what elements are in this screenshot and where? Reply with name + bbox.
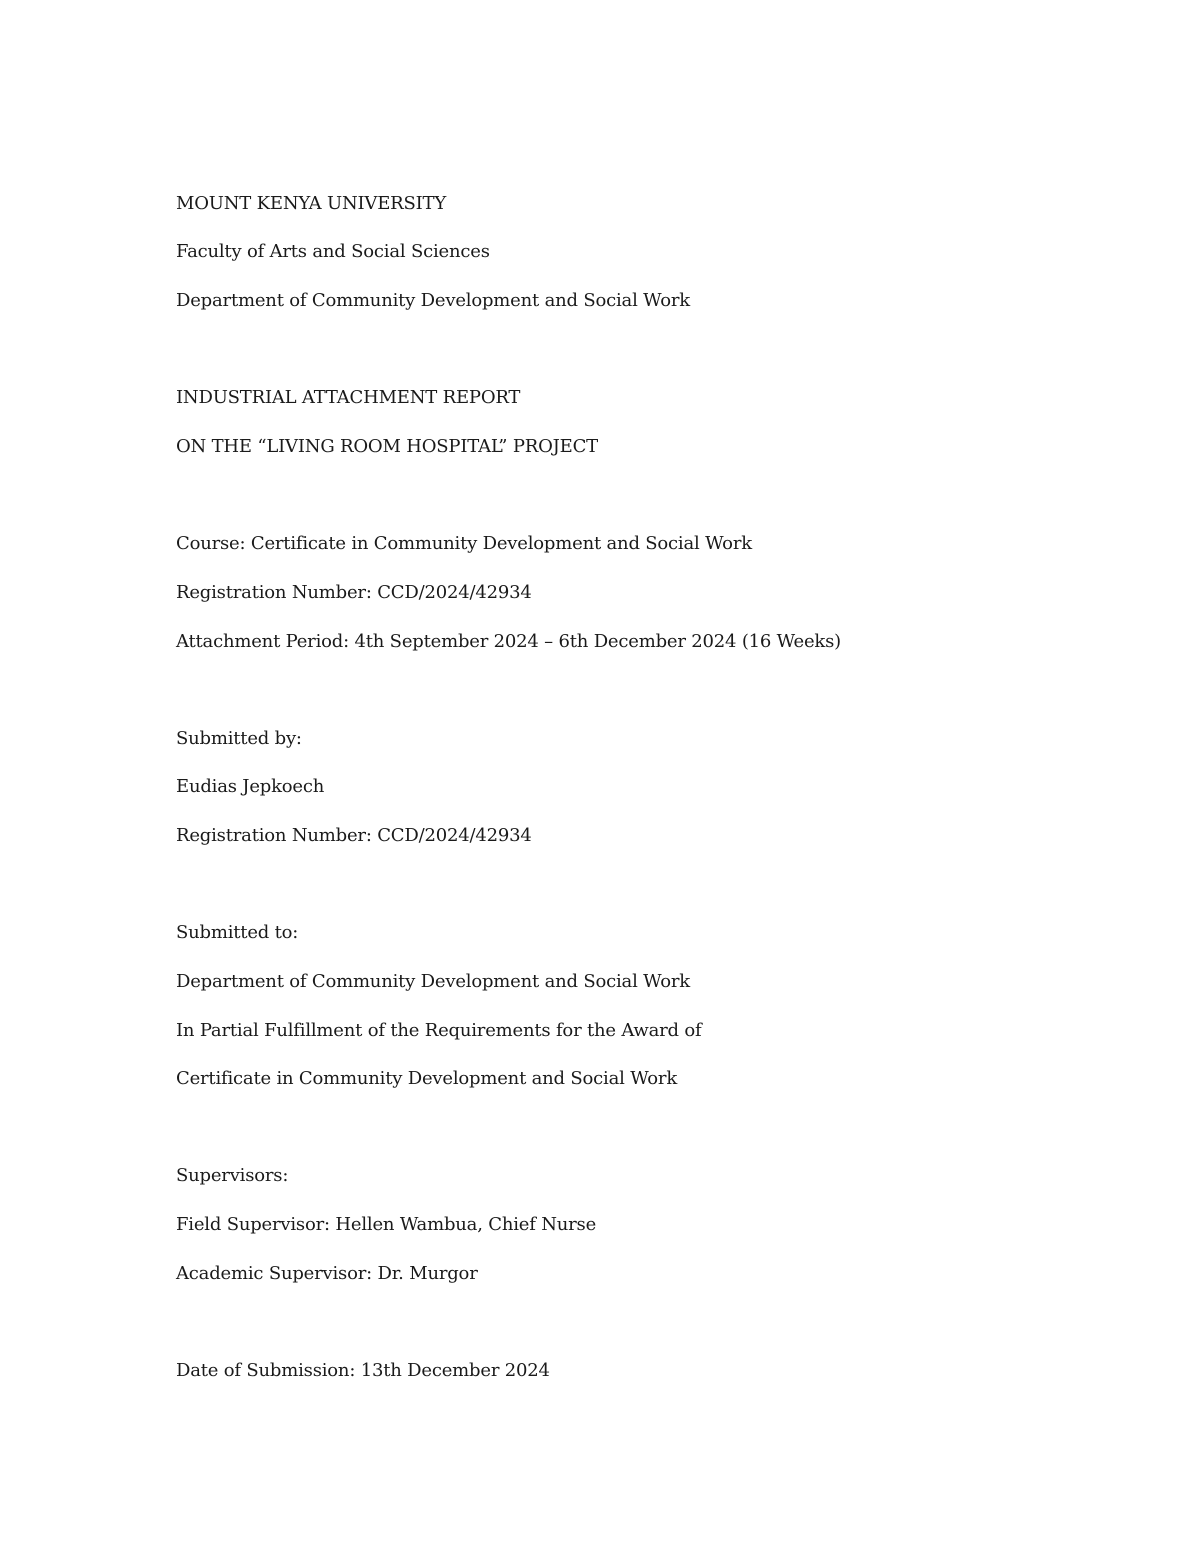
fulfillment-line: In Partial Fulfillment of the Requirements for the Award of [176, 1020, 702, 1041]
university-name: MOUNT KENYA UNIVERSITY [176, 193, 447, 214]
report-subtitle: ON THE “LIVING ROOM HOSPITAL” PROJECT [176, 436, 598, 457]
submitted-by-label: Submitted by: [176, 728, 302, 749]
course-line: Course: Certificate in Community Development and Social Work [176, 533, 752, 554]
registration-line: Registration Number: CCD/2024/42934 [176, 582, 532, 603]
submission-date-line: Date of Submission: 13th December 2024 [176, 1360, 550, 1381]
faculty-name: Faculty of Arts and Social Sciences [176, 241, 490, 262]
award-line: Certificate in Community Development and Social Work [176, 1068, 678, 1089]
submitted-to-department: Department of Community Development and Social Work [176, 971, 690, 992]
department-name: Department of Community Development and Social Work [176, 290, 690, 311]
student-registration: Registration Number: CCD/2024/42934 [176, 825, 532, 846]
submitted-to-label: Submitted to: [176, 922, 299, 943]
supervisors-label: Supervisors: [176, 1165, 289, 1186]
report-title: INDUSTRIAL ATTACHMENT REPORT [176, 387, 521, 408]
field-supervisor-line: Field Supervisor: Hellen Wambua, Chief Nurse [176, 1214, 597, 1235]
attachment-period-line: Attachment Period: 4th September 2024 – 6th December 2024 (16 Weeks) [176, 631, 841, 652]
student-name: Eudias Jepkoech [176, 776, 325, 797]
academic-supervisor-line: Academic Supervisor: Dr. Murgor [176, 1263, 478, 1284]
